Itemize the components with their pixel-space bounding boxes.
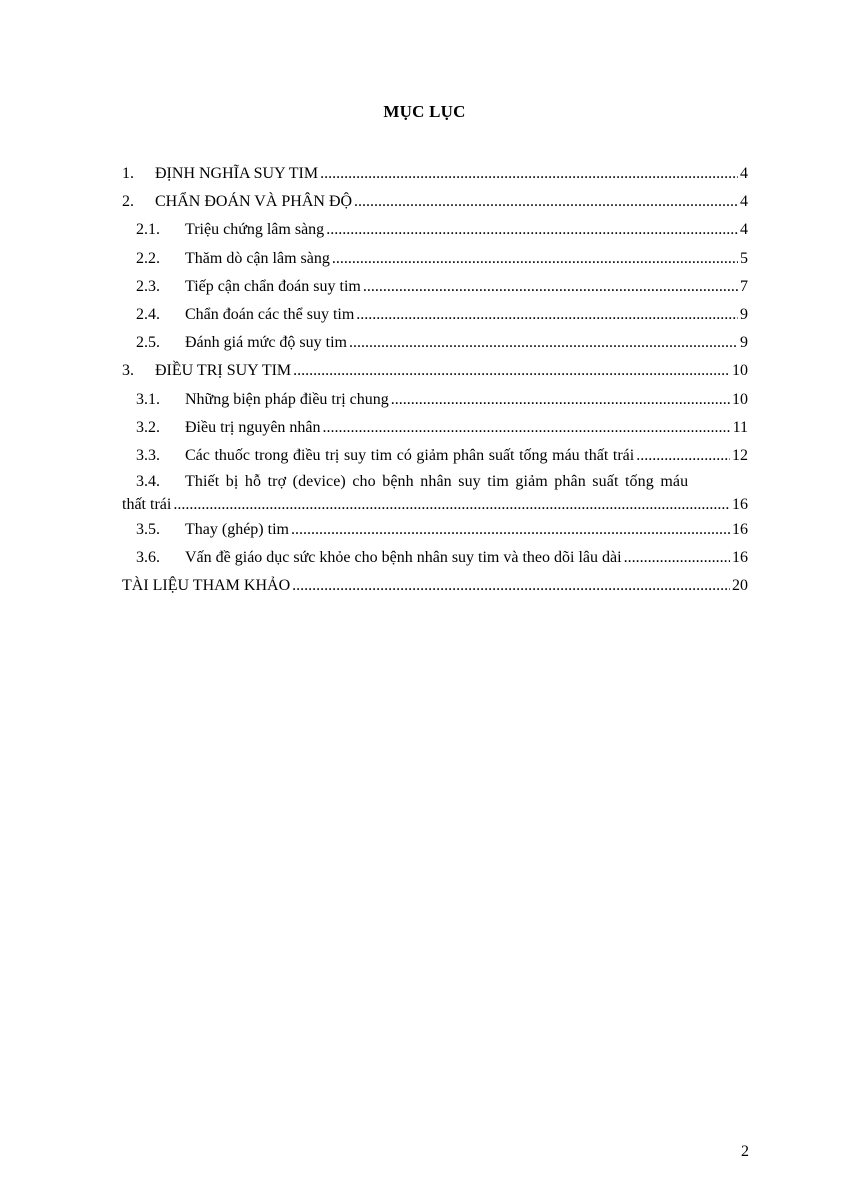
toc-entry-page: 4 xyxy=(740,221,748,239)
toc-leader-dots xyxy=(173,494,730,516)
toc-entry[interactable] xyxy=(122,301,748,329)
toc-entry-page: 4 xyxy=(740,165,748,182)
toc-entry-label: Thăm dò cận lâm sàng xyxy=(185,249,330,267)
toc-entry[interactable] xyxy=(122,329,748,357)
toc-entry-page: 5 xyxy=(740,249,748,267)
toc-entry-number: 2.2. xyxy=(136,249,160,267)
toc-entry-page: 11 xyxy=(732,418,748,436)
toc-entry-label: Điều trị nguyên nhân xyxy=(185,418,321,436)
toc-leader-dots xyxy=(291,516,730,544)
toc-entry-label: thất trái xyxy=(122,496,172,514)
toc-leader-dots xyxy=(636,442,730,470)
toc-entry[interactable] xyxy=(122,386,748,414)
toc-leader-dots xyxy=(332,245,738,273)
toc-entry-page: 16 xyxy=(732,521,748,539)
toc-entry-page: 16 xyxy=(732,549,748,567)
toc-leader-dots xyxy=(323,414,731,442)
toc-entry[interactable] xyxy=(122,442,748,470)
toc-entry-continuation[interactable] xyxy=(122,494,748,516)
toc-entry[interactable] xyxy=(122,572,748,600)
toc-entry[interactable] xyxy=(122,216,748,244)
page-number: 2 xyxy=(741,1143,749,1160)
table-of-contents xyxy=(122,160,748,601)
toc-entry-number: 2. xyxy=(122,193,134,211)
toc-entry[interactable] xyxy=(122,470,748,494)
toc-entry-page: 9 xyxy=(740,305,748,323)
toc-entry-page: 20 xyxy=(732,577,748,595)
toc-entry-number: 3.2. xyxy=(136,418,160,436)
toc-entry-number: 3. xyxy=(122,362,134,380)
toc-entry-number: 3.3. xyxy=(136,446,160,464)
toc-entry[interactable] xyxy=(122,516,748,544)
toc-entry-label: Thiết bị hỗ trợ (device) cho bệnh nhân suy tim giảm phân suất tống máu xyxy=(185,473,689,491)
toc-leader-dots xyxy=(292,572,730,600)
toc-entry-page: 4 xyxy=(740,193,748,211)
toc-entry-page: 7 xyxy=(740,277,748,295)
toc-entry-label: Triệu chứng lâm sàng xyxy=(185,221,325,239)
toc-entry[interactable] xyxy=(122,357,748,385)
toc-entry-page: 16 xyxy=(732,496,748,514)
toc-entry-number: 3.6. xyxy=(136,549,160,567)
page-title: MỤC LỤC xyxy=(383,102,466,121)
toc-leader-dots xyxy=(320,160,738,188)
toc-leader-dots xyxy=(293,357,730,385)
toc-entry[interactable] xyxy=(122,544,748,572)
toc-entry-label: ĐIỀU TRỊ SUY TIM xyxy=(155,362,292,380)
toc-leader-dots xyxy=(624,544,730,572)
toc-entry-number: 1. xyxy=(122,165,134,182)
toc-entry-page: 10 xyxy=(732,390,748,408)
toc-entry-number: 2.4. xyxy=(136,305,160,323)
toc-entry-page: 12 xyxy=(732,446,748,464)
toc-entry-number: 3.4. xyxy=(136,473,160,491)
toc-entry-label: Tiếp cận chẩn đoán suy tim xyxy=(185,277,361,295)
toc-entry[interactable] xyxy=(122,160,748,188)
toc-entry-page: 9 xyxy=(740,334,748,352)
toc-entry-number: 3.5. xyxy=(136,521,160,539)
toc-entry-number: 2.1. xyxy=(136,221,160,239)
toc-entry-number: 3.1. xyxy=(136,390,160,408)
toc-entry-number: 2.5. xyxy=(136,334,160,352)
toc-entry-label: TÀI LIỆU THAM KHẢO xyxy=(122,577,291,595)
toc-entry[interactable] xyxy=(122,245,748,273)
toc-entry-label: ĐỊNH NGHĨA SUY TIM xyxy=(155,165,319,182)
toc-leader-dots xyxy=(326,216,738,244)
toc-entry-label: Những biện pháp điều trị chung xyxy=(185,390,389,408)
toc-entry-label: Đánh giá mức độ suy tim xyxy=(185,334,347,352)
toc-entry-label: Vấn đề giáo dục sức khỏe cho bệnh nhân suy tim và theo dõi lâu dài xyxy=(185,549,622,567)
toc-entry-page: 10 xyxy=(732,362,748,380)
toc-entry[interactable] xyxy=(122,188,748,216)
toc-entry[interactable] xyxy=(122,414,748,442)
toc-entry-number: 2.3. xyxy=(136,277,160,295)
toc-leader-dots xyxy=(356,301,738,329)
toc-entry-label: CHẨN ĐOÁN VÀ PHÂN ĐỘ xyxy=(155,193,353,211)
toc-entry-label: Chẩn đoán các thể suy tim xyxy=(185,305,355,323)
toc-entry-label: Các thuốc trong điều trị suy tim có giảm phân suất tống máu thất trái xyxy=(185,446,635,464)
toc-leader-dots xyxy=(391,386,730,414)
toc-leader-dots xyxy=(349,329,738,357)
toc-leader-dots xyxy=(363,273,738,301)
toc-leader-dots xyxy=(354,188,738,216)
toc-entry[interactable] xyxy=(122,273,748,301)
toc-entry-label: Thay (ghép) tim xyxy=(185,521,289,539)
